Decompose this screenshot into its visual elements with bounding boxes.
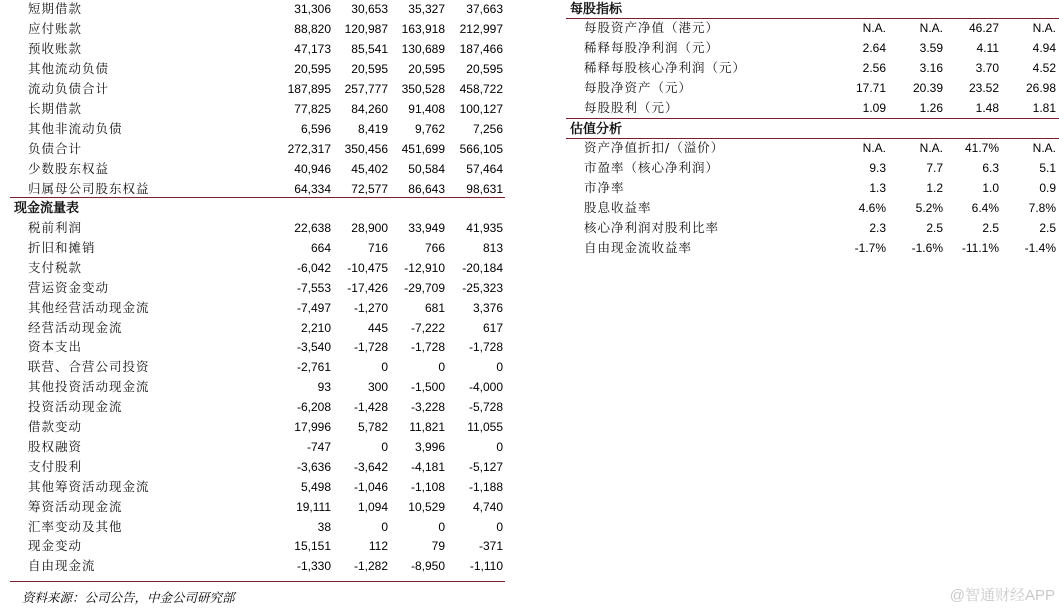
value-cell: 7.8%: [1028, 201, 1056, 215]
value-cell: 85,541: [351, 42, 388, 56]
value-cell: 17.71: [855, 81, 886, 95]
value-cell: -17,426: [347, 280, 388, 295]
row-label: 税前利润: [28, 220, 83, 235]
value-cell: 77,825: [294, 102, 331, 116]
value-cell: 716: [367, 240, 388, 255]
value-cell: -4,000: [468, 380, 503, 395]
row-label: 预收账款: [28, 41, 83, 56]
table-row: [0, 238, 505, 258]
value-cell: 33,949: [408, 221, 445, 235]
value-cell: -3,636: [296, 459, 331, 474]
row-label: 应付账款: [28, 21, 83, 36]
table-row: [0, 337, 505, 357]
table-row: [0, 298, 505, 318]
row-label: 每股资产净值（港元）: [584, 20, 720, 35]
value-cell: -371: [478, 539, 503, 554]
value-cell: -1,282: [353, 559, 388, 574]
table-row: [0, 497, 505, 517]
value-cell: 64,334: [294, 182, 331, 196]
value-cell: 350,456: [344, 142, 388, 156]
row-label: 稀释每股净利润（元）: [584, 40, 720, 55]
value-cell: -1,728: [410, 340, 445, 355]
value-cell: -747: [306, 439, 331, 454]
value-cell: -10,475: [347, 260, 388, 275]
value-cell: 0: [381, 519, 388, 534]
value-cell: 2.56: [862, 61, 886, 75]
table-row: [560, 98, 1059, 118]
value-cell: -8,950: [410, 559, 445, 574]
value-cell: 26.98: [1025, 81, 1056, 95]
table-row: [0, 536, 505, 556]
value-cell: 451,699: [401, 142, 445, 156]
value-cell: -3,228: [410, 400, 445, 415]
table-row: [0, 377, 505, 397]
value-cell: 3,996: [414, 439, 445, 454]
value-cell: 0: [496, 360, 503, 375]
row-label: 稀释每股核心净利润（元）: [584, 60, 747, 75]
value-cell: 41.7%: [964, 141, 999, 155]
row-label: 筹资活动现金流: [28, 498, 123, 514]
value-cell: 187,895: [287, 82, 331, 96]
table-row: [0, 556, 505, 576]
row-label: 资产净值折扣/（溢价）: [584, 140, 725, 155]
row-label: 短期借款: [28, 1, 83, 16]
value-cell: 5,782: [357, 420, 388, 434]
value-cell: 163,918: [401, 22, 445, 36]
value-cell: 4.52: [1032, 61, 1056, 75]
row-label: 归属母公司股东权益: [28, 181, 150, 196]
value-cell: 617: [482, 320, 503, 335]
value-cell: 3.16: [919, 61, 943, 75]
row-label: 每股净资产（元）: [584, 80, 693, 95]
value-cell: 79: [431, 539, 445, 554]
value-cell: 1.0: [982, 181, 999, 195]
value-cell: 4.11: [976, 41, 999, 55]
table-row: [0, 417, 505, 437]
value-cell: -1,046: [353, 479, 388, 494]
value-cell: 458,722: [459, 82, 503, 96]
table-row: [560, 198, 1059, 218]
value-cell: 45,402: [351, 162, 388, 176]
value-cell: 120,987: [344, 22, 388, 36]
value-cell: 31,306: [294, 2, 331, 16]
value-cell: -5,728: [468, 400, 503, 415]
value-cell: 272,317: [287, 142, 331, 156]
row-label: 现金变动: [28, 538, 83, 554]
row-label: 股息收益率: [584, 200, 652, 215]
value-cell: 2.5: [926, 221, 943, 235]
value-cell: 20.39: [912, 81, 943, 95]
value-cell: 2.3: [869, 221, 886, 235]
value-cell: 84,260: [351, 102, 388, 116]
value-cell: N.A.: [862, 21, 886, 35]
value-cell: 28,900: [351, 221, 388, 235]
value-cell: 1.09: [862, 101, 886, 115]
value-cell: 8,419: [357, 122, 388, 136]
row-label: 其他筹资活动现金流: [28, 478, 150, 494]
row-label: 联营、合营公司投资: [28, 359, 150, 375]
row-label: 自由现金流: [28, 558, 96, 574]
value-cell: 9.3: [869, 161, 886, 175]
value-cell: 3.59: [919, 41, 943, 55]
per-share-header-row: [560, 0, 1059, 20]
value-cell: -1,108: [410, 479, 445, 494]
value-cell: 41,935: [466, 221, 503, 235]
value-cell: -4,181: [410, 459, 445, 474]
row-label: 长期借款: [28, 101, 83, 116]
value-cell: 445: [367, 320, 388, 335]
value-cell: 93: [317, 380, 331, 395]
table-row: [560, 158, 1059, 178]
row-label: 经营活动现金流: [28, 319, 123, 335]
table-row: [0, 79, 505, 99]
value-cell: 0: [496, 439, 503, 454]
value-cell: 4.94: [1032, 41, 1056, 55]
value-cell: 47,173: [294, 42, 331, 56]
value-cell: 6,596: [300, 122, 331, 136]
value-cell: 88,820: [294, 22, 331, 36]
value-cell: 2.5: [982, 221, 999, 235]
table-row: [0, 218, 505, 238]
value-cell: -7,553: [296, 280, 331, 295]
value-cell: 350,528: [401, 82, 445, 96]
row-label: 借款变动: [28, 419, 83, 434]
row-label: 折旧和摊销: [28, 239, 96, 255]
value-cell: 9,762: [414, 122, 445, 136]
value-cell: N.A.: [919, 21, 943, 35]
row-label: 市净率: [584, 180, 625, 195]
value-cell: -5,127: [468, 459, 503, 474]
row-label: 少数股东权益: [28, 161, 110, 176]
value-cell: -7,222: [410, 320, 445, 335]
value-cell: 15,151: [294, 539, 331, 554]
row-label: 汇率变动及其他: [28, 518, 123, 534]
cashflow-bottom-rule: [10, 581, 505, 582]
row-label: 资本支出: [28, 339, 83, 355]
value-cell: 5,498: [300, 479, 331, 494]
row-label: 流动负债合计: [28, 81, 110, 96]
row-label: 其他投资活动现金流: [28, 379, 150, 395]
value-cell: 38: [317, 519, 331, 534]
table-row: [560, 178, 1059, 198]
value-cell: 46.27: [968, 21, 999, 35]
value-cell: -6,208: [296, 400, 331, 415]
value-cell: 1.48: [975, 101, 999, 115]
value-cell: 7,256: [472, 122, 503, 136]
value-cell: N.A.: [862, 141, 886, 155]
table-row: [0, 517, 505, 537]
value-cell: -1,188: [468, 479, 503, 494]
per-share-title: 每股指标: [570, 2, 623, 17]
value-cell: 4,740: [472, 499, 503, 514]
value-cell: 20,595: [466, 62, 503, 76]
value-cell: -1,270: [353, 300, 388, 315]
value-cell: N.A.: [1032, 141, 1056, 155]
value-cell: -1,110: [469, 559, 503, 574]
table-row: [0, 477, 505, 497]
row-label: 其他经营活动现金流: [28, 299, 150, 315]
value-cell: -25,323: [462, 280, 503, 295]
value-cell: 10,529: [408, 499, 445, 514]
value-cell: 20,595: [351, 62, 388, 76]
table-row: [0, 0, 505, 19]
row-label: 投资活动现金流: [28, 399, 123, 415]
value-cell: 1.2: [926, 181, 943, 195]
value-cell: 566,105: [459, 142, 503, 156]
table-row: [560, 58, 1059, 78]
value-cell: -11.1%: [961, 241, 999, 255]
value-cell: 22,638: [294, 221, 331, 235]
value-cell: 664: [310, 240, 331, 255]
table-row: [0, 258, 505, 278]
value-cell: N.A.: [919, 141, 943, 155]
value-cell: 1,094: [357, 499, 388, 514]
value-cell: -6,042: [296, 260, 331, 275]
value-cell: 0: [381, 360, 388, 375]
table-row: [560, 38, 1059, 58]
row-label: 每股股利（元）: [584, 100, 679, 115]
value-cell: 37,663: [466, 2, 503, 16]
table-row: [0, 357, 505, 377]
table-row: [0, 457, 505, 477]
row-label: 营运资金变动: [28, 279, 110, 295]
watermark-text: @智通财经APP: [949, 587, 1055, 604]
table-row: [0, 39, 505, 59]
table-row: [560, 238, 1059, 258]
value-cell: 0: [438, 519, 445, 534]
row-label: 市盈率（核心净利润）: [584, 160, 720, 175]
value-cell: 72,577: [351, 182, 388, 196]
row-label: 支付股利: [28, 458, 83, 474]
value-cell: 19,111: [296, 499, 331, 514]
value-cell: -1.4%: [1024, 241, 1056, 255]
table-row: [0, 99, 505, 119]
per-share-bottom-rule: [566, 118, 1059, 119]
table-row: [0, 437, 505, 457]
table-row: [0, 179, 505, 199]
value-cell: 98,631: [466, 182, 503, 196]
value-cell: -7,497: [296, 300, 331, 315]
table-row: [0, 397, 505, 417]
value-cell: -1.6%: [911, 241, 943, 255]
table-row: [560, 218, 1059, 238]
value-cell: -1,728: [353, 340, 388, 355]
valuation-header-row: [560, 120, 1059, 140]
value-cell: -12,910: [404, 260, 445, 275]
value-cell: 100,127: [459, 102, 503, 116]
table-row: [560, 78, 1059, 98]
value-cell: 91,408: [408, 102, 445, 116]
table-row: [0, 139, 505, 159]
value-cell: 86,643: [408, 182, 445, 196]
row-label: 核心净利润对股利比率: [584, 220, 720, 235]
value-cell: -20,184: [462, 260, 503, 275]
row-label: 股权融资: [28, 438, 83, 454]
value-cell: 1.3: [869, 181, 886, 195]
value-cell: 2,210: [300, 320, 331, 335]
value-cell: -1,728: [468, 340, 503, 355]
value-cell: 300: [367, 380, 388, 395]
value-cell: 4.6%: [858, 201, 886, 215]
value-cell: -1,428: [353, 400, 388, 415]
value-cell: 0: [438, 360, 445, 375]
valuation-title: 估值分析: [570, 122, 623, 137]
value-cell: 57,464: [466, 162, 503, 176]
value-cell: 40,946: [294, 162, 331, 176]
value-cell: 813: [482, 240, 503, 255]
value-cell: 130,689: [401, 42, 445, 56]
value-cell: 3.70: [975, 61, 999, 75]
value-cell: 50,584: [408, 162, 445, 176]
table-row: [0, 19, 505, 39]
value-cell: 11,821: [409, 420, 445, 434]
value-cell: 5.2%: [915, 201, 943, 215]
table-row: [0, 278, 505, 298]
value-cell: 17,996: [294, 420, 331, 434]
value-cell: -2,761: [296, 360, 331, 375]
value-cell: 30,653: [351, 2, 388, 16]
value-cell: 681: [424, 300, 445, 315]
value-cell: -1,330: [296, 559, 331, 574]
row-label: 负债合计: [28, 141, 83, 156]
source-note: 资料来源：公司公告，中金公司研究部: [22, 590, 235, 605]
value-cell: -1,500: [410, 380, 445, 395]
value-cell: 6.4%: [971, 201, 999, 215]
value-cell: -1.7%: [854, 241, 886, 255]
value-cell: 2.5: [1039, 221, 1056, 235]
cashflow-header-row: [0, 199, 505, 219]
value-cell: N.A.: [1032, 21, 1056, 35]
value-cell: 5.1: [1039, 161, 1056, 175]
table-row: [0, 119, 505, 139]
value-cell: 0.9: [1039, 181, 1056, 195]
value-cell: 112: [368, 539, 388, 554]
value-cell: 7.7: [926, 161, 943, 175]
value-cell: 3,376: [472, 300, 503, 315]
value-cell: 257,777: [344, 82, 388, 96]
value-cell: 20,595: [408, 62, 445, 76]
table-row: [560, 138, 1059, 158]
value-cell: 766: [424, 240, 445, 255]
value-cell: 11,055: [467, 420, 503, 434]
value-cell: 0: [381, 439, 388, 454]
value-cell: 187,466: [459, 42, 503, 56]
value-cell: 1.26: [919, 101, 943, 115]
value-cell: 6.3: [982, 161, 999, 175]
value-cell: 20,595: [294, 62, 331, 76]
value-cell: 23.52: [968, 81, 999, 95]
value-cell: -29,709: [404, 280, 445, 295]
value-cell: 0: [496, 519, 503, 534]
table-row: [0, 318, 505, 338]
value-cell: 212,997: [459, 22, 503, 36]
row-label: 其他非流动负债: [28, 121, 123, 136]
table-row: [0, 159, 505, 179]
value-cell: 1.81: [1032, 101, 1056, 115]
row-label: 自由现金流收益率: [584, 240, 693, 255]
table-row: [560, 18, 1059, 38]
row-label: 支付税款: [28, 259, 83, 275]
value-cell: 2.64: [862, 41, 886, 55]
row-label: 其他流动负债: [28, 61, 110, 76]
cashflow-title: 现金流量表: [14, 201, 80, 216]
value-cell: -3,642: [353, 459, 388, 474]
table-row: [0, 59, 505, 79]
balance-sheet-bottom-rule: [10, 197, 505, 198]
value-cell: -3,540: [296, 340, 331, 355]
value-cell: 35,327: [408, 2, 445, 16]
